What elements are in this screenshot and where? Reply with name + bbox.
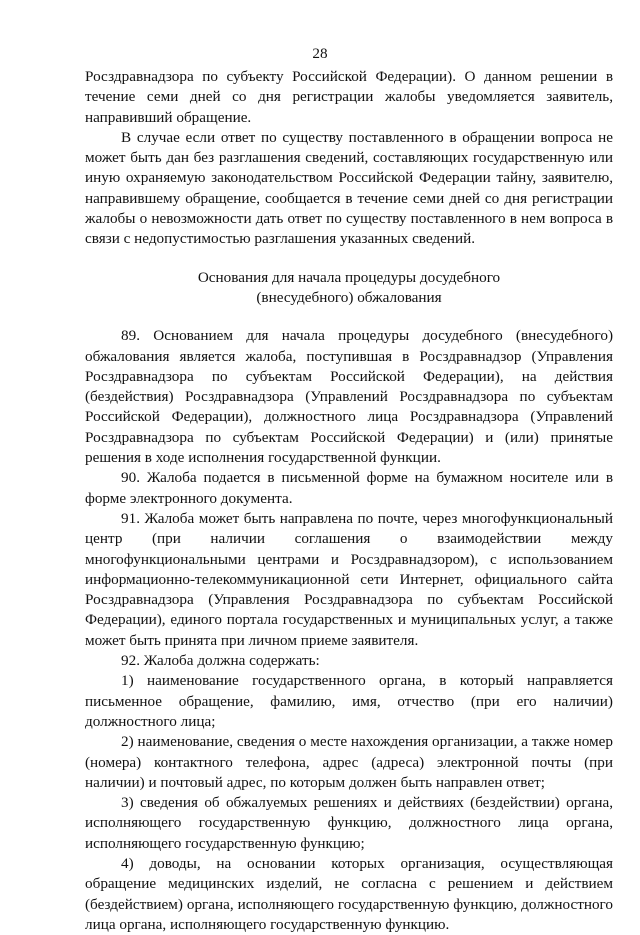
clause-92-item-1: 1) наименование государственного органа, в который направляется письменное обращение, фамилию, имя, отчество (при его наличии) должностного лица;	[85, 672, 613, 730]
clause-90: 90. Жалоба подается в письменной форме на бумажном носителе или в форме электронного документа.	[85, 469, 613, 507]
clause-92-item-2: 2) наименование, сведения о месте нахождения организации, а также номер (номера) контактного телефона, адрес (адреса) электронной почты (при наличии) и почтовый адрес, по которым должен быть направлен ответ;	[85, 733, 613, 791]
page-number: 28	[312, 45, 328, 62]
clause-89: 89. Основанием для начала процедуры досудебного (внесудебного) обжалования является жалоба, поступившая в Росздравнадзор (Управления Росздравнадзора по субъектам Российской Федерации), на действия (бездействия) Росздравнадзора (Управлений Росздравнадзора по субъектам Российской Федерации), должностного лица Росздравнадзора (Управлений Росздравнадзора по субъектам Российской Федерации) и (или) принятые решения в ходе исполнения государственной функции.	[85, 327, 613, 467]
clause-92-item-4: 4) доводы, на основании которых организация, осуществляющая обращение медицинских изделий, не согласна с решением и действием (бездействием) органа, исполняющего государственную функцию, должностного лица органа, исполняющего государственную функцию.	[85, 854, 613, 933]
clause-91: 91. Жалоба может быть направлена по почте, через многофункциональный центр (при наличии соглашения о взаимодействии между многофункциональными центрами и Росздравнадзором), с использованием информационно-телекоммуникационной сети Интернет, официального сайта Росздравнадзора (Управления Росздравнадзора по субъектам Российской Федерации), единого портала государственных и муниципальных услуг, а также может быть принята при личном приеме заявителя.	[85, 509, 613, 649]
section-heading-line-2: (внесудебного) обжалования	[256, 288, 442, 306]
paragraph-continuation: Росздравнадзора по субъекту Российской Федерации). О данном решении в течение семи дней со дня регистрации жалобы уведомляется заявитель, направивший обращение.	[85, 68, 613, 126]
clause-92: 92. Жалоба должна содержать:	[121, 652, 320, 670]
document-body	[85, 67, 613, 935]
section-heading-line-1: Основания для начала процедуры досудебного	[197, 268, 501, 286]
paragraph-secrecy: В случае если ответ по существу поставленного в обращении вопроса не может быть дан без разглашения сведений, составляющих государственную или иную охраняемую законодательством Российской Федерации тайну, заявителю, направившему обращение, сообщается в течение семи дней со дня регистрации жалобы о невозможности дать ответ по существу поставленного в нем вопроса в связи с недопустимостью разглашения указанных сведений.	[85, 128, 613, 248]
section-heading	[85, 268, 613, 309]
clause-92-item-3: 3) сведения об обжалуемых решениях и действиях (бездействии) органа, исполняющего государственную функцию, должностного лица органа, исполняющего государственную функцию;	[85, 794, 613, 852]
